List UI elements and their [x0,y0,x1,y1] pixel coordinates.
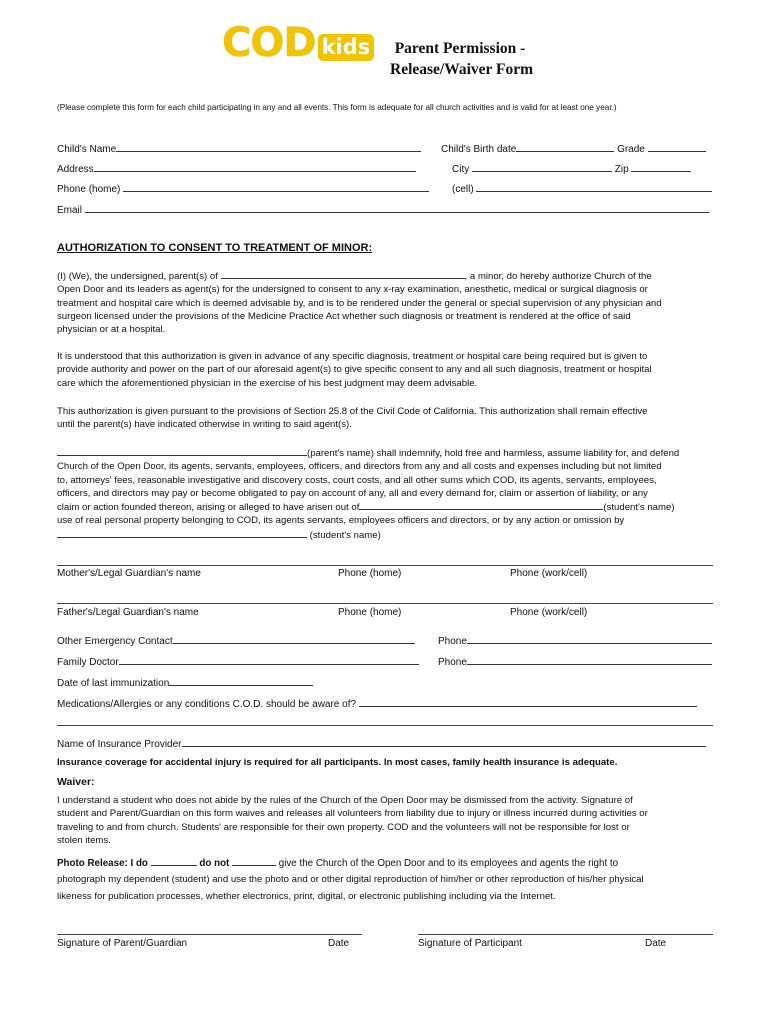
birth-date-label: Child's Birth date [441,144,517,155]
child-name-label: Child's Name [57,144,117,155]
photo-line-3: likeness for publication processes, whether electronics, print, digital, or electronic publishing including via the Internet. [57,891,556,902]
insurance-note: Insurance coverage for accidental injury is required for all participants. In most cases, family health insurance is adequate. [57,757,618,768]
advance-line-1: It is understood that this authorization is given in advance of any specific diagnosis, treatment or hospital care being required but is given to [57,351,648,362]
photo-line-2: photograph my dependent (student) and use the photo and or other digital reproduction of him/her or other reproduction of his/her physical [57,874,644,885]
address-row [57,162,416,175]
indemnify-line-4: officers, and directors may pay or become obligated to pay on account of any, all and every demand for, claim or assertion of liability, or any [57,487,648,499]
birth-date-row [441,142,706,155]
mother-phone-work-label: Phone (work/cell) [510,568,588,579]
indemnify-line-6: use of real personal property belonging to COD, its agents servants, employees officers and directors, or by any action or omission by [57,515,625,527]
cell-field[interactable] [476,182,712,192]
phone-home-field[interactable] [123,182,429,192]
title-line-1: Parent Permission - [394,40,526,57]
photo-release-rest: give the Church of the Open Door and to its employees and agents the right to [278,858,619,869]
immunization-row [57,676,313,689]
consent-line-1a: (I) (We), the undersigned, parent(s) of [57,271,218,282]
logo-main-text: COD [222,20,316,66]
family-doctor-label: Family Doctor [57,657,119,668]
family-doctor-field[interactable] [119,655,419,665]
waiver-line-4: stolen items. [57,834,111,846]
emergency-contact-field[interactable] [173,634,415,644]
advance-authorization-paragraph [57,350,717,390]
insurance-provider-field[interactable] [182,737,706,747]
mother-name-label: Mother's/Legal Guardian's name [57,568,201,579]
cell-label: (cell) [452,184,474,195]
waiver-line-3: traveling to and from church. Students' are responsible for their own property. COD and the volunteers will not be responsible for lost or [57,821,630,833]
consent-line-4: surgeon licensed under the provisions of the Medicine Practice Act whether such diagnosis or treatment is rendered at the office of said [57,310,631,322]
medications-label: Medications/Allergies or any conditions C.O.D. should be aware of? [57,699,357,710]
minor-name-field[interactable] [221,269,465,279]
waiver-heading: Waiver: [57,776,95,788]
emergency-phone-label: Phone [438,636,467,647]
parent-signature-line[interactable] [57,934,362,935]
participant-signature-label: Signature of Participant [418,938,522,949]
consent-paragraph [57,269,717,336]
parent-name-field[interactable] [57,446,307,456]
zip-label: Zip [614,164,629,175]
address-label: Address [57,164,94,175]
photo-do-not-label: do not [199,858,230,869]
parent-signature-label: Signature of Parent/Guardian [57,938,188,949]
consent-line-3: treatment and hospital care which is deemed advisable by, and is to be rendered under the general or special supervision of any physician and [57,297,662,309]
insurance-provider-row [57,737,706,750]
address-field[interactable] [94,162,416,172]
mother-signature-line[interactable] [57,565,713,566]
cod-kids-logo [222,20,374,66]
mother-phone-home-label: Phone (home) [338,568,402,579]
zip-field[interactable] [631,162,691,172]
indemnify-line-2: Church of the Open Door, its agents, servants, employees, officers, and directors from any and all costs and expenses including but not limited [57,461,662,473]
emergency-contact-row [57,634,415,647]
parent-date-label: Date [328,938,350,949]
consent-line-5: physician or at a hospital. [57,324,166,336]
insurance-provider-label: Name of Insurance Provider [57,739,182,750]
family-doctor-row [57,655,419,668]
doctor-phone-label: Phone [438,657,467,668]
father-name-label: Father's/Legal Guardian's name [57,607,199,618]
logo-sub-text: kids [318,34,375,61]
waiver-line-1: I understand a student who does not abide by the rules of the Church of the Open Door may be dismissed from the activity. Signature of [57,795,633,806]
father-signature-line[interactable] [57,603,713,604]
cell-row [452,182,712,195]
medications-extra-line[interactable] [57,725,713,726]
authorization-heading: AUTHORIZATION TO CONSENT TO TREATMENT OF MINOR: [57,242,373,254]
indemnify-line-5b: (student's name) [603,502,675,514]
grade-field[interactable] [648,142,706,152]
photo-do-field[interactable] [151,856,197,866]
advance-line-2: provide authority and power on the part of our aforesaid agent(s) to give specific consent to any and all such diagnosis, treatment or hospital [57,364,652,376]
title-line-2: Release/Waiver Form [390,61,534,78]
civil-code-paragraph [57,405,717,432]
waiver-line-2: student and Parent/Guardian on this form waives and releases all volunteers from liability due to injury or illness incurred during activities or [57,808,648,820]
grade-label: Grade [617,144,645,155]
medications-row [57,697,697,710]
consent-line-2: Open Door and its leaders as agent(s) for the undersigned to consent to any x-ray examination, anesthetic, medical or surgical diagnosis or [57,284,648,296]
civil-code-line-2: until the parent(s) have indicated otherwise in writing to said agent(s). [57,419,352,431]
emergency-contact-label: Other Emergency Contact [57,636,173,647]
phone-home-label: Phone (home) [57,184,121,195]
indemnify-paragraph [57,446,717,542]
participant-signature-line[interactable] [418,934,713,935]
child-name-row [57,142,421,155]
doctor-phone-field[interactable] [467,655,712,665]
city-row [452,162,691,175]
medications-field[interactable] [359,697,697,707]
indemnify-line-7: (student's name) [307,529,381,541]
student-name-field-1[interactable] [359,500,603,510]
student-name-field-2[interactable] [57,528,307,538]
waiver-paragraph [57,794,717,847]
emergency-phone-field[interactable] [467,634,712,644]
father-phone-work-label: Phone (work/cell) [510,607,588,618]
immunization-field[interactable] [169,676,313,686]
intro-note: (Please complete this form for each child participating in any and all events. This form is adequate for all church activities and is valid for at least one year.) [57,103,617,112]
consent-line-1b: , a minor, do hereby authorize Church of the [464,271,652,282]
indemnify-line-1: (parent's name) shall indemnify, hold free and harmless, assume liability for, and defend [307,448,680,459]
birth-date-field[interactable] [516,142,614,152]
email-row [57,203,709,216]
phone-home-row [57,182,429,195]
child-name-field[interactable] [116,142,421,152]
indemnify-line-3: to, attorneys' fees, reasonable investigative and discovery costs, court costs, and all other sums which COD, its agents, servants, employees, [57,474,657,486]
city-label: City [452,164,470,175]
city-field[interactable] [472,162,612,172]
advance-line-3: care which the aforementioned physician in the exercise of his best judgment may deem advisable. [57,377,478,389]
doctor-phone-row [438,655,712,668]
civil-code-line-1: This authorization is given pursuant to the provisions of Section 25.8 of the Civil Code of California. This authorization shall remain effective [57,406,648,417]
participant-date-label: Date [645,938,667,949]
indemnify-line-5a: claim or action founded thereon, arising or alleged to have arisen out of [57,502,360,514]
photo-release-row [57,856,618,869]
email-label: Email [57,205,83,216]
father-phone-home-label: Phone (home) [338,607,402,618]
page-title [390,38,534,80]
emergency-phone-row [438,634,712,647]
photo-release-label: Photo Release: I do [57,858,148,869]
photo-do-not-field[interactable] [232,856,276,866]
immunization-label: Date of last immunization [57,678,170,689]
email-field[interactable] [85,203,709,213]
